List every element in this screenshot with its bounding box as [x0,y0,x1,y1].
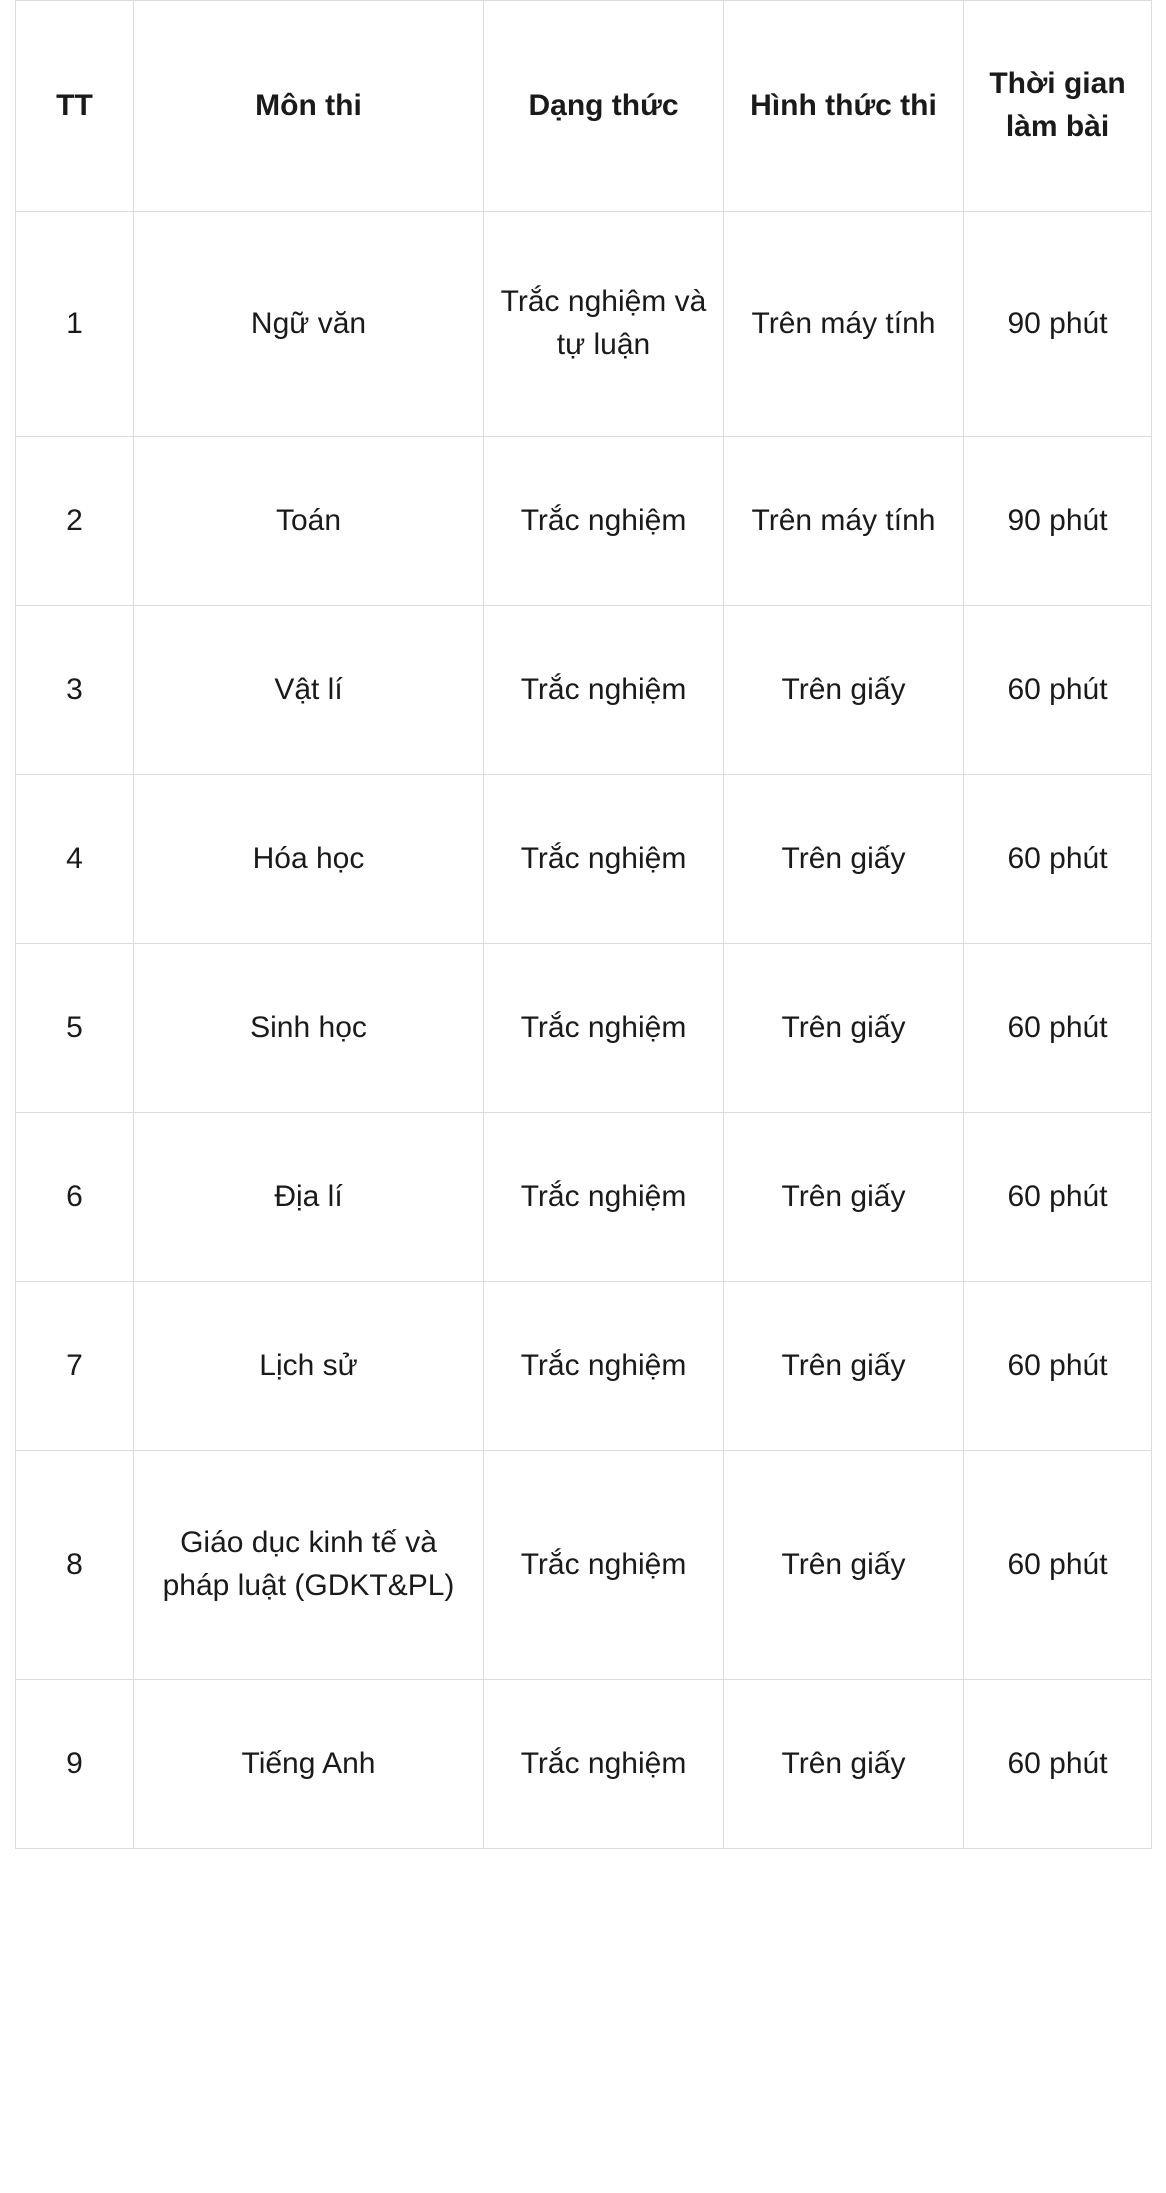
cell-mode: Trên giấy [724,1451,964,1680]
cell-tt: 6 [16,1113,134,1282]
cell-mode: Trên giấy [724,1680,964,1849]
table-row [16,437,1152,606]
cell-duration: 60 phút [964,1113,1152,1282]
cell-duration: 60 phút [964,1282,1152,1451]
cell-format: Trắc nghiệm [484,606,724,775]
cell-mode: Trên giấy [724,775,964,944]
cell-format: Trắc nghiệm [484,1113,724,1282]
table-row [16,606,1152,775]
cell-subject: Giáo dục kinh tế và pháp luật (GDKT&PL) [134,1451,484,1680]
table-row [16,775,1152,944]
cell-subject: Tiếng Anh [134,1680,484,1849]
cell-format: Trắc nghiệm [484,944,724,1113]
cell-tt: 9 [16,1680,134,1849]
table-row [16,1282,1152,1451]
cell-mode: Trên máy tính [724,437,964,606]
column-header-subject: Môn thi [134,1,484,212]
cell-format: Trắc nghiệm [484,1282,724,1451]
cell-tt: 5 [16,944,134,1113]
table-row [16,212,1152,437]
column-header-format: Dạng thức [484,1,724,212]
cell-duration: 90 phút [964,437,1152,606]
cell-duration: 60 phút [964,944,1152,1113]
cell-mode: Trên giấy [724,1113,964,1282]
cell-subject: Ngữ văn [134,212,484,437]
table-row [16,1451,1152,1680]
exam-schedule-table [15,0,1152,1849]
cell-tt: 1 [16,212,134,437]
table-body [16,212,1152,1849]
cell-mode: Trên giấy [724,1282,964,1451]
cell-subject: Vật lí [134,606,484,775]
cell-subject: Địa lí [134,1113,484,1282]
cell-mode: Trên giấy [724,606,964,775]
cell-format: Trắc nghiệm [484,775,724,944]
table-row [16,944,1152,1113]
cell-subject: Lịch sử [134,1282,484,1451]
cell-duration: 90 phút [964,212,1152,437]
cell-tt: 4 [16,775,134,944]
cell-tt: 8 [16,1451,134,1680]
cell-duration: 60 phút [964,1680,1152,1849]
cell-mode: Trên giấy [724,944,964,1113]
table-row [16,1680,1152,1849]
cell-subject: Toán [134,437,484,606]
cell-tt: 7 [16,1282,134,1451]
column-header-mode: Hình thức thi [724,1,964,212]
cell-format: Trắc nghiệm và tự luận [484,212,724,437]
cell-duration: 60 phút [964,606,1152,775]
cell-format: Trắc nghiệm [484,437,724,606]
header-row [16,1,1152,212]
cell-tt: 2 [16,437,134,606]
cell-format: Trắc nghiệm [484,1680,724,1849]
cell-tt: 3 [16,606,134,775]
cell-duration: 60 phút [964,775,1152,944]
cell-subject: Sinh học [134,944,484,1113]
column-header-duration: Thời gian làm bài [964,1,1152,212]
cell-subject: Hóa học [134,775,484,944]
cell-mode: Trên máy tính [724,212,964,437]
cell-format: Trắc nghiệm [484,1451,724,1680]
column-header-tt: TT [16,1,134,212]
table-row [16,1113,1152,1282]
table-header [16,1,1152,212]
cell-duration: 60 phút [964,1451,1152,1680]
